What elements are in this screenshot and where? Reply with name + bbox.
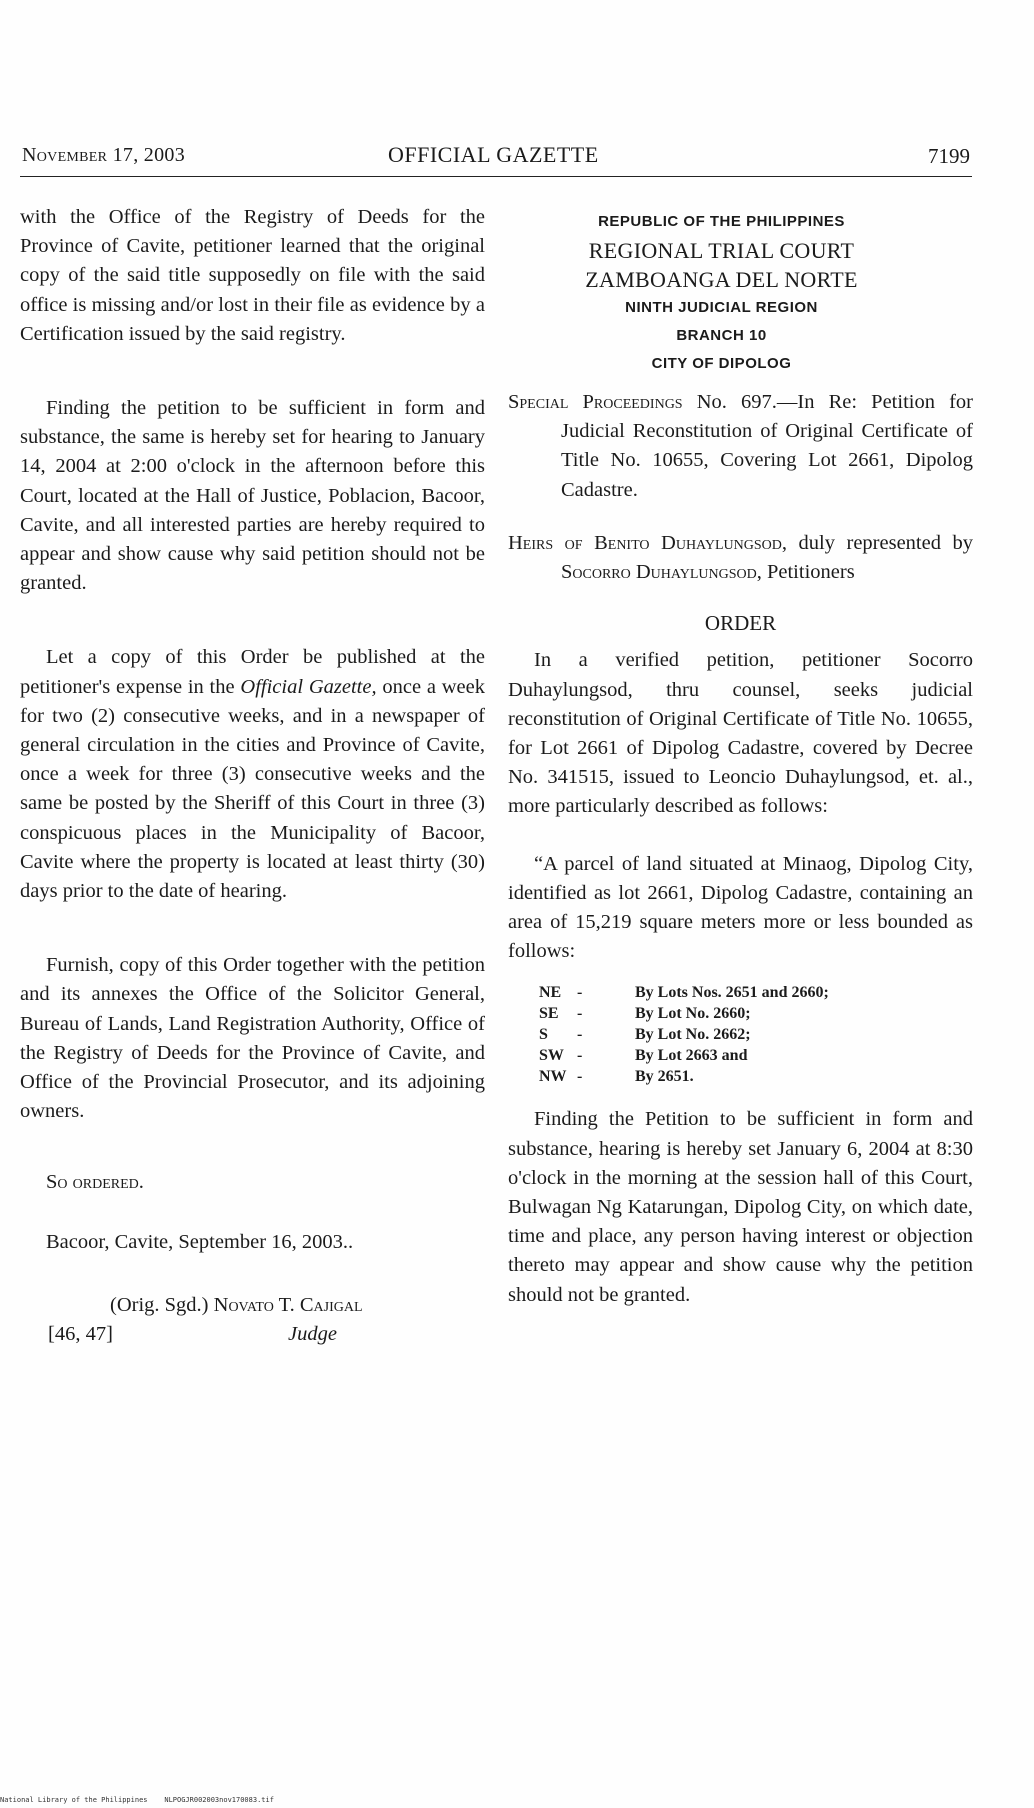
boundary-row [539, 1024, 829, 1045]
boundary-row [539, 1045, 829, 1066]
court-heading [508, 208, 973, 378]
right-paragraph-1: In a verified petition, petitioner Socorro Duhaylungsod, thru counsel, seeks judicial reconstitution of Original Certificate of Title No. 10655, for Lot 2661 of Dipolog Cadastre, covered by Decree No. 341515, issued to Leoncio Duhaylungsod, et. al., more particularly described as follows: [508, 649, 973, 818]
signature-block [20, 1291, 485, 1349]
boundary-row [539, 1003, 829, 1024]
boundary-dash: - [577, 1005, 583, 1023]
so-ordered: So ordered. [46, 1171, 144, 1194]
boundary-description: By Lot No. 2662; [635, 1026, 751, 1044]
boundary-description: By Lots Nos. 2651 and 2660; [635, 984, 829, 1002]
left-column [20, 203, 485, 1349]
left-paragraph-4: Furnish, copy of this Order together with the petition and its annexes the Office of the Solicitor General, Bureau of Lands, Land Registration Authority, Office of the Registry of Deeds for the Province of Cavite, and Office of the Provincial Prosecutor, and its adjoining owners. [20, 954, 485, 1123]
petitioners-caption [508, 529, 973, 587]
left-paragraph-2: Finding the petition to be sufficient in form and substance, the same is hereby set for hearing to January 14, 2004 at 2:00 o'clock in the afternoon before this Court, located at the Hall of Justice, Poblacion, Bacoor, Cavite, and all interested parties are hereby required to appear and show cause why said petition should not be granted. [20, 397, 485, 595]
judge-title: Judge [288, 1323, 337, 1346]
boundary-direction: NE [539, 984, 562, 1002]
scan-source-footer: National Library of the Philippines NLPOGJR002003nov170083.tif [0, 1796, 274, 1804]
petitioners-label: Petitioners [761, 561, 855, 584]
boundary-dash: - [577, 1068, 583, 1086]
court-name: REGIONAL TRIAL COURT [588, 238, 855, 263]
boundary-direction: NW [539, 1068, 567, 1086]
boundary-description: By Lot 2663 and [635, 1047, 748, 1065]
left-paragraph-3-start: Let a copy of this Order be published at the petitioner's expense in the [20, 646, 485, 698]
signature-prefix: (Orig. Sgd.) [110, 1293, 214, 1316]
page-header [20, 140, 972, 177]
boundary-dash: - [577, 984, 583, 1002]
left-paragraph-3-end: once a week for two (2) consecutive weeks, and in a newspaper of general circulation in the cities and Province of Cavite, once a week for three (3) consecutive weeks and the same be posted by the Sheriff of this Court in three (3) conspicuous places in the Municipality of Bacoor, Cavite where the property is located at least thirty (30) days prior to the date of hearing. [20, 675, 485, 903]
court-province: ZAMBOANGA DEL NORTE [585, 267, 858, 292]
boundary-description: By Lot No. 2660; [635, 1005, 751, 1023]
left-paragraph-1: with the Office of the Registry of Deeds for the Province of Cavite, petitioner learned that the original copy of the said title supposedly on file with the said office is missing and/or lost in their file as evidence by a Certification issued by the said registry. [20, 206, 485, 345]
page-number: 7199 [928, 144, 970, 168]
signature-line [20, 1291, 485, 1320]
heirs-label: Heirs of Benito Duhaylungsod, [508, 531, 787, 554]
boundary-dash: - [577, 1026, 583, 1044]
boundary-description: By 2651. [635, 1068, 694, 1086]
boundaries-table [539, 982, 829, 1087]
judicial-region: NINTH JUDICIAL REGION [625, 299, 818, 316]
judge-name: Novato T. Cajigal [213, 1293, 363, 1316]
order-title: ORDER [704, 611, 777, 636]
publication-reference: [46, 47] [48, 1323, 113, 1346]
boundary-direction: S [539, 1026, 548, 1044]
right-paragraph-3: Finding the Petition to be sufficient in form and substance, hearing is hereby set January 6, 2004 at 8:30 o'clock in the morning at the session hall of this Court, Bulwagan Ng Katarungan, Dipolog City, on which date, time and place, any person having interest or objection thereto may appear and show cause why the petition should not be granted. [508, 1108, 973, 1306]
representative-name: Socorro Duhaylungsod, [561, 561, 762, 584]
gazette-reference: Official Gazette, [240, 675, 377, 698]
right-column [508, 208, 973, 1310]
boundary-dash: - [577, 1047, 583, 1065]
case-description: No. 697.—In Re: Petition for Judicial Reconstitution of Original Certificate of Title No. 10655, Covering Lot 2661, Dipolog Cadastre. [561, 391, 973, 501]
boundary-row [539, 1066, 829, 1087]
case-caption [508, 388, 973, 505]
court-branch: BRANCH 10 [676, 327, 767, 344]
issue-date: November 17, 2003 [22, 144, 185, 166]
place-and-date: Bacoor, Cavite, September 16, 2003.. [46, 1230, 354, 1253]
signature-title-line [20, 1320, 485, 1349]
special-proceedings-label: Special Proceedings [508, 391, 683, 413]
boundary-direction: SE [539, 1005, 559, 1023]
land-description: “A parcel of land situated at Minaog, Dipolog City, identified as lot 2661, Dipolog Cadastre, containing an area of 15,219 square meters more or less bounded as follows: [508, 852, 973, 963]
heirs-middle: duly represented by [787, 531, 973, 554]
court-city: CITY OF DIPOLOG [651, 355, 792, 372]
publication-title: OFFICIAL GAZETTE [388, 142, 599, 167]
boundary-direction: SW [539, 1047, 564, 1065]
republic-line: REPUBLIC OF THE PHILIPPINES [598, 213, 845, 230]
boundary-row [539, 982, 829, 1003]
left-paragraph-3 [20, 643, 485, 906]
